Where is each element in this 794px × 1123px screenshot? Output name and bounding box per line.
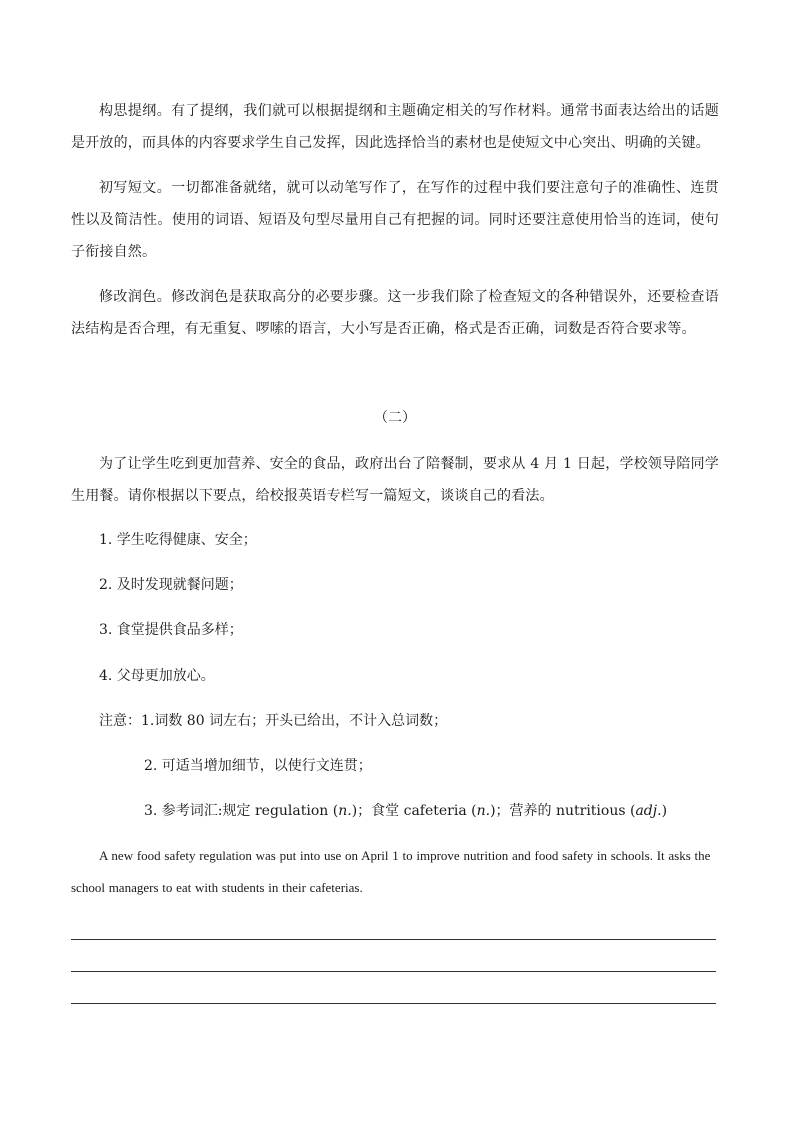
note-item: 2. 可适当增加细节，以使行文连贯；: [144, 758, 372, 774]
vocab-prefix: 3. 参考词汇:规定 regulation (: [144, 803, 339, 819]
vocab-pos-adj: adj.: [635, 803, 662, 819]
vocab-mid: )；营养的 nutritious (: [490, 803, 636, 819]
section-title: （二）: [374, 410, 416, 426]
paragraph-polish: 修改润色。修改润色是获取高分的必要步骤。这一步我们除了检查短文的各种错误外，还要检查语法结构是否合理，有无重复、啰嗦的语言，大小写是否正确，格式是否正确，词数是否符合要求等。: [71, 289, 719, 337]
vocab-suffix: ): [661, 803, 668, 819]
vocab-pos-noun: n.: [338, 803, 352, 819]
paragraph-draft: 初写短文。一切都准备就绪，就可以动笔写作了，在写作的过程中我们要注意句子的准确性、连贯性以及简洁性。使用的词语、短语及句型尽量用自己有把握的词。同时还要注意使用恰当的连词，使句子衔接自然。: [71, 180, 719, 260]
point-item: 2. 及时发现就餐问题；: [99, 577, 243, 593]
paragraph-outline: 构思提纲。有了提纲，我们就可以根据提纲和主题确定相关的写作材料。通常书面表达给出的话题是开放的，而具体的内容要求学生自己发挥，因此选择恰当的素材也是使短文中心突出、明确的关键。: [71, 103, 719, 151]
point-item: 3. 食堂提供食品多样；: [99, 622, 243, 638]
answer-line[interactable]: [71, 939, 716, 940]
point-item: 1. 学生吃得健康、安全；: [99, 532, 257, 548]
answer-line[interactable]: [71, 1003, 716, 1004]
answer-line[interactable]: [71, 971, 716, 972]
vocab-pos-noun: n.: [476, 803, 491, 819]
point-item: 4. 父母更加放心。: [99, 668, 215, 684]
essay-opening: A new food safety regulation was put into use on April 1 to improve nutrition and food safety in schools. It asks the school managers to eat with students in their cafeterias.: [71, 848, 711, 895]
vocab-mid: )；食堂 cafeteria (: [351, 803, 477, 819]
note-item: 注意：1.词数 80 词左右；开头已给出，不计入总词数；: [99, 713, 448, 729]
task-prompt: 为了让学生吃到更加营养、安全的食品，政府出台了陪餐制，要求从 4 月 1 日起，学校领导陪同学生用餐。请你根据以下要点，给校报英语专栏写一篇短文，谈谈自己的看法。: [71, 456, 719, 504]
vocab-note: [144, 795, 667, 827]
